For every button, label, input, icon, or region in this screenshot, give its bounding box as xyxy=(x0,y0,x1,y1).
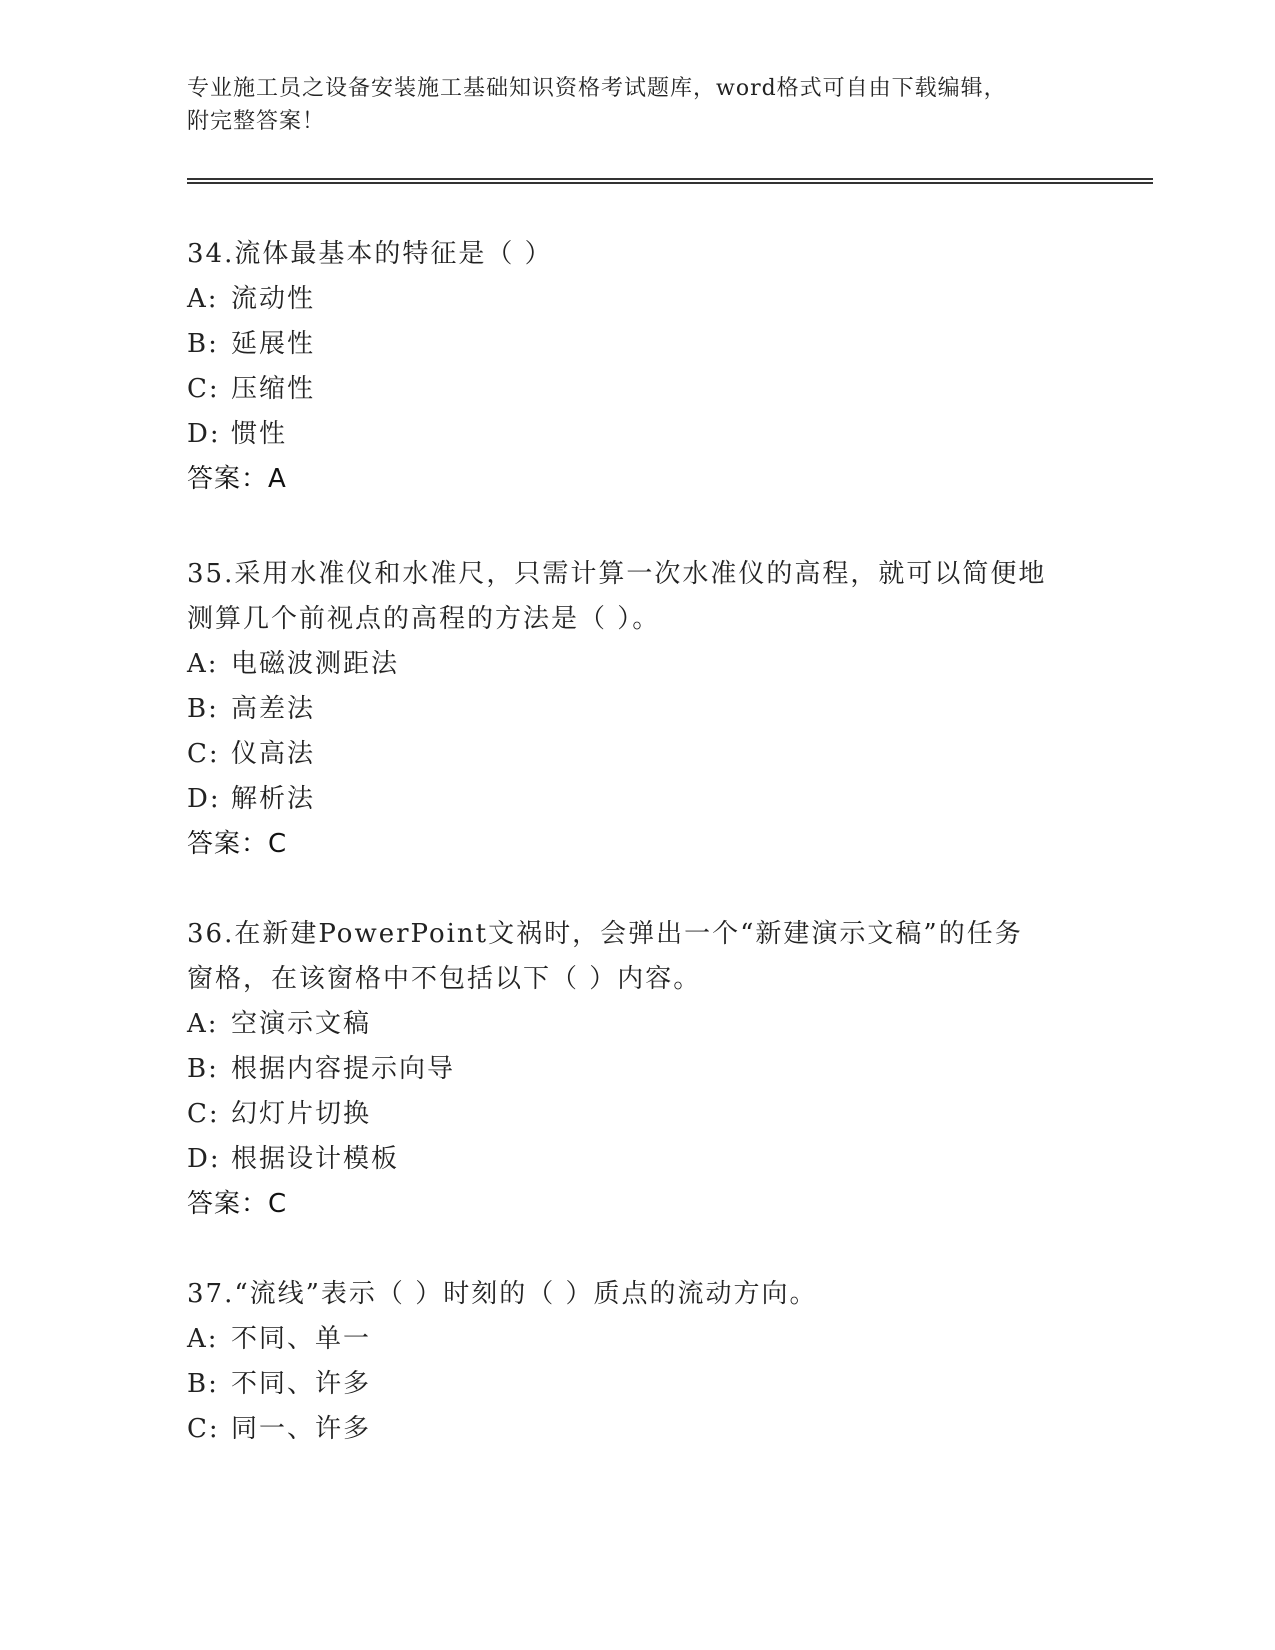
option-letter: A: xyxy=(187,649,219,679)
option-text: 惯性 xyxy=(231,419,288,449)
option-d xyxy=(187,1137,1087,1182)
option-letter: C: xyxy=(187,1414,220,1444)
option-c xyxy=(187,367,1087,412)
document-header xyxy=(187,72,1087,138)
option-letter: B: xyxy=(187,1369,219,1399)
option-text: 压缩性 xyxy=(231,374,316,404)
header-line-2: 附完整答案！ xyxy=(187,109,326,134)
answer: 答案：A xyxy=(187,464,287,494)
option-d xyxy=(187,777,1087,822)
option-letter: B: xyxy=(187,694,219,724)
header-line-1: 专业施工员之设备安装施工基础知识资格考试题库，word格式可自由下载编辑， xyxy=(187,76,1007,101)
option-text: 空演示文稿 xyxy=(231,1009,372,1039)
option-letter: D: xyxy=(187,1144,221,1174)
option-a xyxy=(187,642,1087,687)
option-d xyxy=(187,412,1087,457)
question-37 xyxy=(187,1272,1087,1452)
option-c xyxy=(187,732,1087,777)
option-a xyxy=(187,1317,1087,1362)
option-text: 根据设计模板 xyxy=(231,1144,400,1174)
option-letter: C: xyxy=(187,374,220,404)
option-b xyxy=(187,1047,1087,1092)
option-text: 电磁波测距法 xyxy=(231,649,400,679)
option-c xyxy=(187,1092,1087,1137)
option-letter: B: xyxy=(187,329,219,359)
option-text: 根据内容提示向导 xyxy=(231,1054,456,1084)
question-stem: 34.流体最基本的特征是（ ） xyxy=(187,239,553,269)
option-text: 同一、许多 xyxy=(231,1414,372,1444)
option-letter: A: xyxy=(187,1324,219,1354)
option-letter: C: xyxy=(187,739,220,769)
option-text: 仪高法 xyxy=(231,739,316,769)
option-b xyxy=(187,687,1087,732)
question-stem: 37.“流线”表示（ ）时刻的（ ）质点的流动方向。 xyxy=(187,1279,818,1309)
question-35 xyxy=(187,552,1087,867)
option-letter: A: xyxy=(187,284,219,314)
question-stem-line-2: 测算几个前视点的高程的方法是（ ）。 xyxy=(187,604,661,634)
option-b xyxy=(187,1362,1087,1407)
option-a xyxy=(187,277,1087,322)
question-stem-line-1: 35.采用水准仪和水准尺，只需计算一次水准仪的高程，就可以简便地 xyxy=(187,559,1047,589)
question-36 xyxy=(187,912,1087,1227)
option-text: 延展性 xyxy=(231,329,316,359)
option-letter: C: xyxy=(187,1099,220,1129)
option-letter: A: xyxy=(187,1009,219,1039)
option-a xyxy=(187,1002,1087,1047)
answer: 答案：C xyxy=(187,1189,288,1219)
question-34 xyxy=(187,232,1087,502)
question-stem-line-2: 窗格，在该窗格中不包括以下（ ）内容。 xyxy=(187,964,702,994)
option-letter: D: xyxy=(187,784,221,814)
option-text: 不同、单一 xyxy=(231,1324,372,1354)
header-divider xyxy=(187,178,1153,184)
option-b xyxy=(187,322,1087,367)
option-text: 高差法 xyxy=(231,694,316,724)
option-text: 解析法 xyxy=(231,784,316,814)
option-text: 流动性 xyxy=(231,284,316,314)
option-letter: B: xyxy=(187,1054,219,1084)
answer: 答案：C xyxy=(187,829,288,859)
option-text: 不同、许多 xyxy=(231,1369,372,1399)
option-letter: D: xyxy=(187,419,221,449)
option-text: 幻灯片切换 xyxy=(231,1099,372,1129)
option-c xyxy=(187,1407,1087,1452)
question-stem-line-1: 36.在新建PowerPoint文祸时，会弹出一个“新建演示文稿”的任务 xyxy=(187,919,1023,949)
